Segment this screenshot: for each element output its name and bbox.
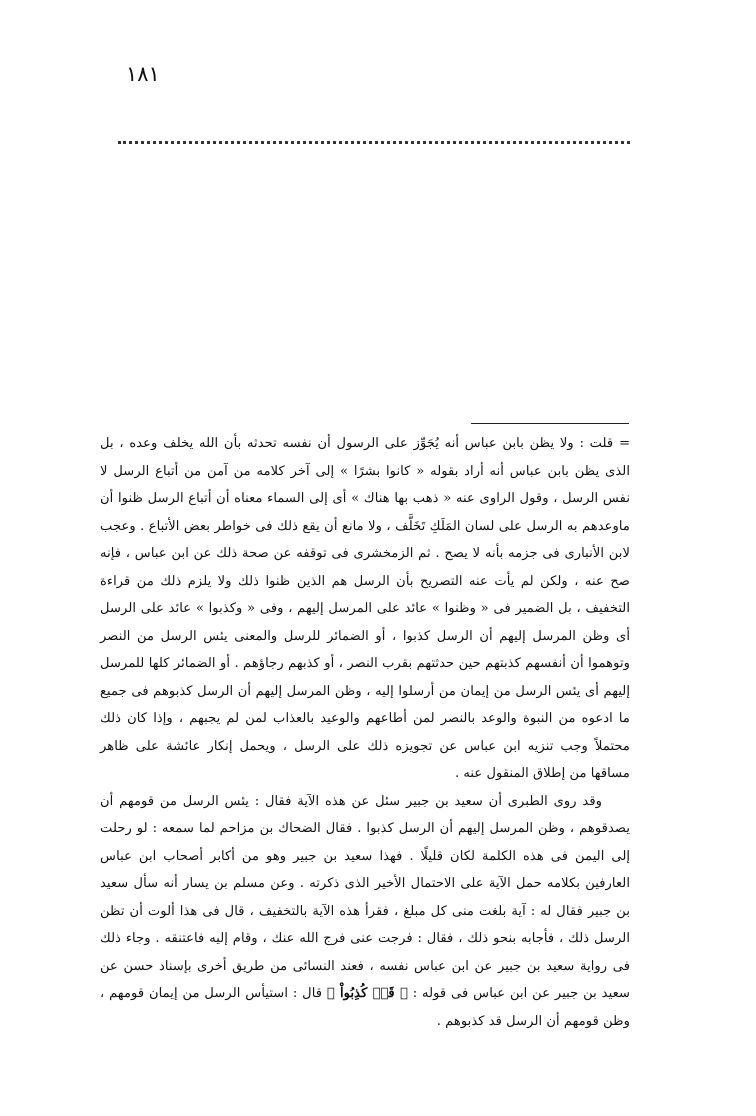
quran-quote: ﴿ قَدۡ كُذِبُواْ ﴾ (326, 986, 408, 1001)
paragraph-text-continued: قال : استيأس الرسل من إيمان قومهم ، وظن قومهم أن الرسل قد كذبوهم . (100, 986, 630, 1029)
dotted-separator (118, 141, 630, 144)
page-number: ١٨١ (126, 62, 160, 86)
footnote-paragraph (100, 788, 630, 1036)
footnote-block (100, 430, 630, 1035)
footnote-rule (471, 423, 629, 424)
footnote-paragraph: = قلت : ولا يظن بابن عباس أنه يُجَوِّز على الرسول أن نفسه تحدثه بأن الله يخلف وعده ، بل الذى يظن بابن عباس أنه أراد بقوله « كانوا بشرًا » إلى آخر كلامه من آمن من أتباع الرسل لا نفس الرسل ، وقول الراوى عنه « ذهب بها هناك » أى إلى السماء معناه أن أتباع الرسل ظنوا أن ماوعدهم به الرسل على لسان المَلَكِ تَخَلَّف ، ولا مانع أن يقع ذلك فى خواطر بعض الأتباع . وعجب لابن الأنبارى فى جزمه بأنه لا يصح . ثم الزمخشرى فى توقفه عن صحة ذلك عن ابن عباس ، فإنه صح عنه ، ولكن لم يأت عنه التصريح بأن الرسل هم الذين ظنوا ذلك ولا يلزم ذلك من قراءة التخفيف ، بل الضمير فى « وظنوا » عائد على المرسل إليهم ، وفى « وكذبوا » عائد على الرسل أى وظن المرسل إليهم أن الرسل كذبوا ، أو الضمائر للرسل والمعنى يئس الرسل من النصر وتوهموا أن أنفسهم كذبتهم حين حدثتهم بقرب النصر ، أو كذبهم رجاؤهم . أو الضمائر كلها للمرسل إليهم أى يئس الرسل من إيمان من أرسلوا إليه ، وظن المرسل إليهم أن الرسل كذبوهم فى جميع ما ادعوه من النبوة والوعد بالنصر لمن أطاعهم والوعيد بالعذاب لمن لم يجبهم ، وإذا كان ذلك محتملاً وجب تنزيه ابن عباس عن تجويزه ذلك على الرسل ، ويحمل إنكار عائشة على ظاهر مساقها من إطلاق المنقول عنه . (100, 436, 630, 781)
paragraph-text: وقد روى الطبرى أن سعيد بن جبير سئل عن هذه الآية فقال : يئس الرسل من قومهم أن يصدقوهم ، وظن المرسل إليهم أن الرسل كذبوا . فقال الضحاك بن مزاحم لما سمعه : لو رحلت إلى اليمن فى هذه الكلمة لكان قليلًا . فهذا سعيد بن جبير وهو من أكابر أصحاب ابن عباس العارفين بكلامه حمل الآية على الاحتمال الأخير الذى ذكرته . وعن مسلم بن يسار أنه سأل سعيد بن جبير فقال له : آية بلغت منى كل مبلغ ، فقرأ هذه الآية بالتخفيف ، قال فى هذا ألوت أن تظن الرسل ذلك ، فأجابه بنحو ذلك ، فقال : فرجت عنى فرج الله عنك ، وقام إليه فاعتنقه . وجاء ذلك فى رواية سعيد بن جبير عن ابن عباس نفسه ، فعند النسائى من طريق أخرى بإسناد حسن عن سعيد بن جبير عن ابن عباس فى قوله : (100, 793, 630, 1001)
